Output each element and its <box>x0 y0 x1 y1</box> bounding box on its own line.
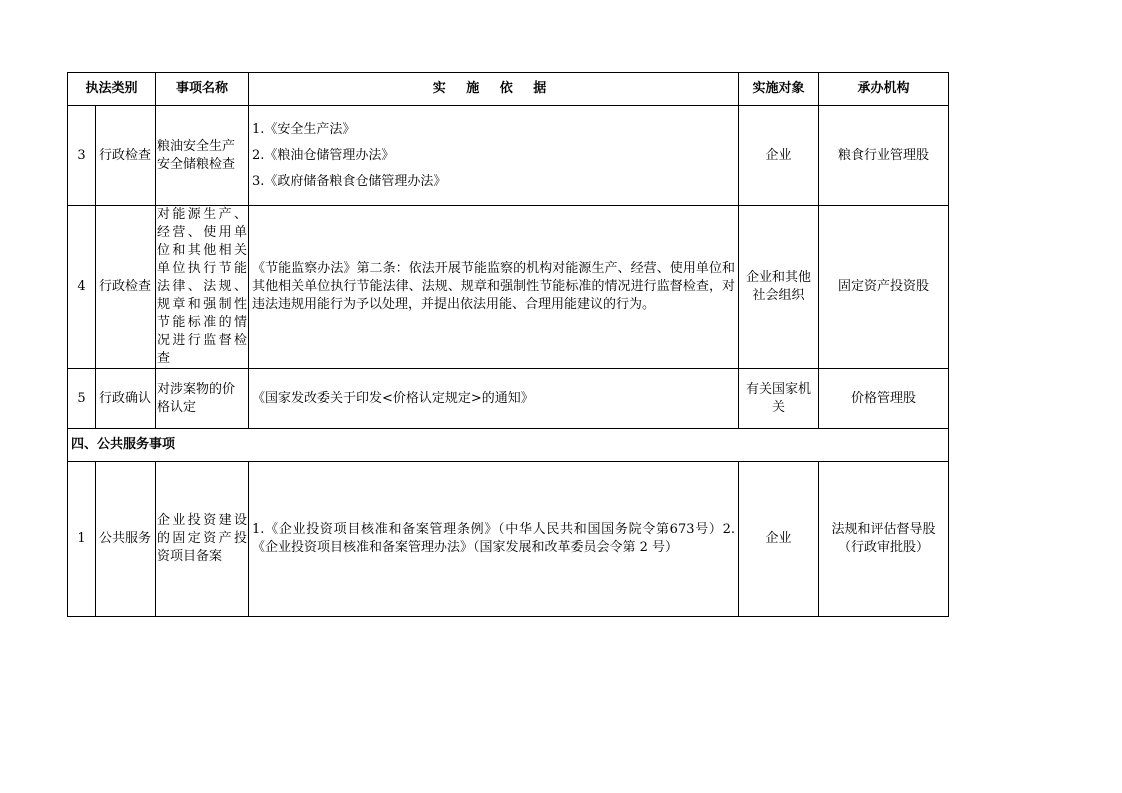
table-row <box>68 462 949 617</box>
row-index: 5 <box>68 369 96 429</box>
row-type: 行政检查 <box>96 206 156 369</box>
header-agency: 承办机构 <box>819 73 949 106</box>
section-title: 四、公共服务事项 <box>68 429 949 462</box>
row-index: 3 <box>68 106 96 206</box>
section-row <box>68 429 949 462</box>
row-basis <box>249 106 739 206</box>
basis-line: 3.《政府储备粮食仓储管理办法》 <box>252 173 447 189</box>
row-agency: 价格管理股 <box>819 369 949 429</box>
header-basis: 实 施 依 据 <box>249 73 739 106</box>
row-basis: 《节能监察办法》第二条：依法开展节能监察的机构对能源生产、经营、使用单位和其他相关单位执行节能法律、法规、规章和强制性节能标准的情况进行监督检查，对违法违规用能行为予以处理，并提出依法用能、合理用能建议的行为。 <box>249 206 739 369</box>
row-agency: 粮食行业管理股 <box>819 106 949 206</box>
table-row <box>68 106 949 206</box>
row-item-name: 企业投资建设的固定资产投资项目备案 <box>156 462 249 617</box>
basis-line: 2.《粮油仓储管理办法》 <box>252 147 395 163</box>
row-target: 有关国家机关 <box>739 369 819 429</box>
row-target: 企业 <box>739 462 819 617</box>
row-index: 1 <box>68 462 96 617</box>
row-target: 企业和其他社会组织 <box>739 206 819 369</box>
row-index: 4 <box>68 206 96 369</box>
row-item-name: 粮油安全生产安全储粮检查 <box>156 106 249 206</box>
row-agency: 法规和评估督导股（行政审批股） <box>819 462 949 617</box>
row-item-name: 对涉案物的价格认定 <box>156 369 249 429</box>
row-type: 行政确认 <box>96 369 156 429</box>
row-type: 公共服务 <box>96 462 156 617</box>
row-type: 行政检查 <box>96 106 156 206</box>
row-target: 企业 <box>739 106 819 206</box>
row-item-name: 对能源生产、经营、使用单位和其他相关单位执行节能法律、法规、规章和强制性节能标准的情况进行监督检查 <box>156 206 249 369</box>
header-target: 实施对象 <box>739 73 819 106</box>
row-basis: 1.《企业投资项目核准和备案管理条例》（中华人民共和国国务院令第673号）2.《企业投资项目核准和备案管理办法》（国家发展和改革委员会令第 2 号） <box>249 462 739 617</box>
enforcement-items-table <box>67 72 949 617</box>
row-agency: 固定资产投资股 <box>819 206 949 369</box>
basis-line: 1.《安全生产法》 <box>252 121 356 137</box>
row-basis: 《国家发改委关于印发<价格认定规定>的通知》 <box>249 369 739 429</box>
table-header-row <box>68 73 949 106</box>
table-row <box>68 206 949 369</box>
table-row <box>68 369 949 429</box>
header-category: 执法类别 <box>68 73 156 106</box>
header-item-name: 事项名称 <box>156 73 249 106</box>
